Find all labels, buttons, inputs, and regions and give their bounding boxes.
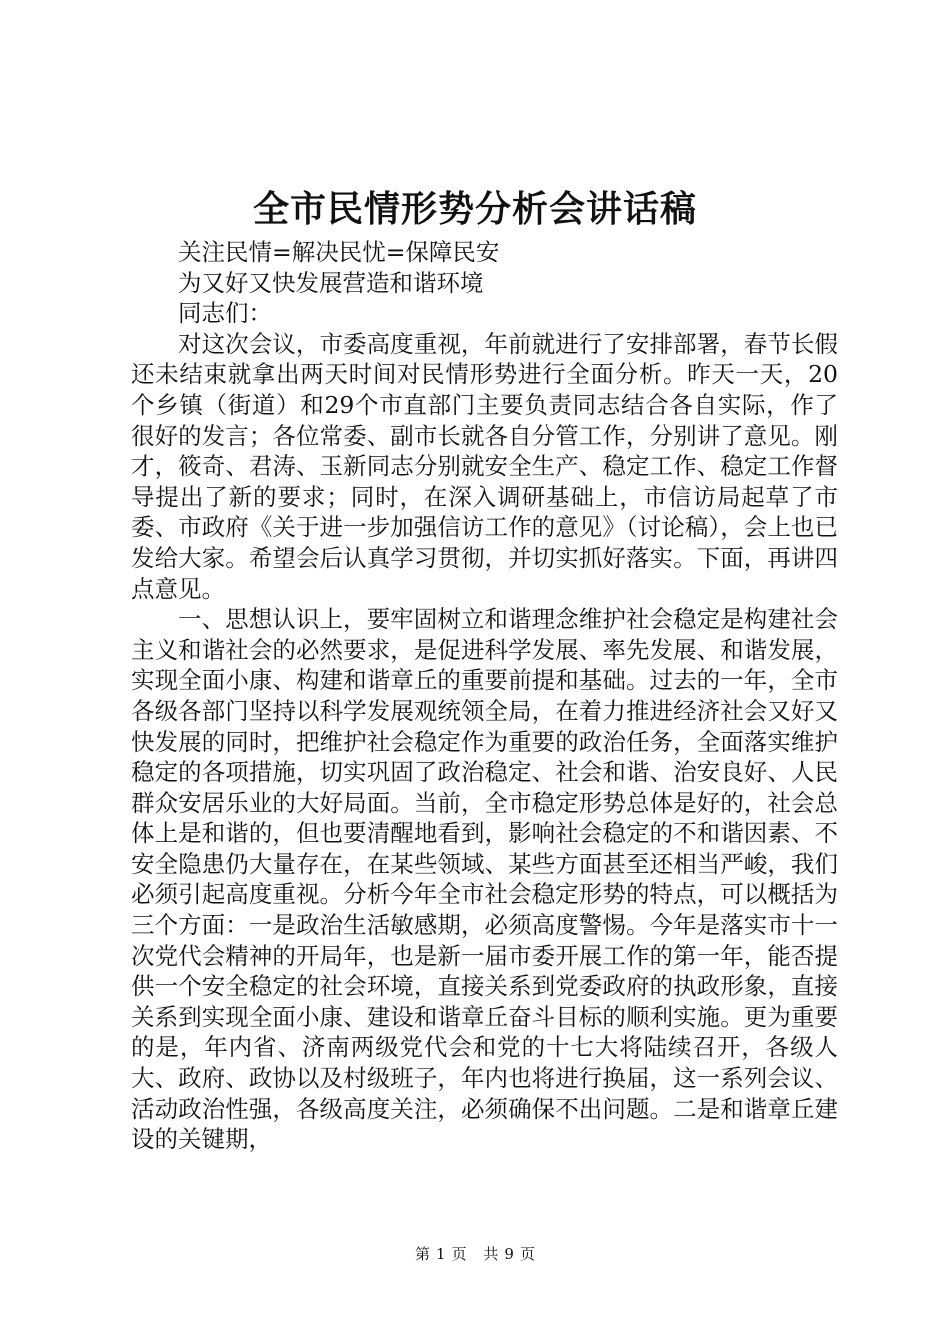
total-label-prefix: 共 [483,1245,499,1263]
subtitle-line-1: 关注民情=解决民忧=保障民安 [178,238,500,266]
page-label-suffix: 页 [451,1245,467,1263]
page-footer [0,1244,950,1264]
salutation: 同志们： [178,299,272,328]
document-title: 全市民情形势分析会讲话稿 [252,188,697,230]
paragraph-intro: 对这次会议，市委高度重视，年前就进行了安排部署，春节长假还未结束就拿出两天时间对民情形势进行全面分析。昨天一天，20个乡镇（街道）和29个市直部门主要负责同志结合各自实际，作了很好的发言；各位常委、副市长就各自分管工作，分别讲了意见。刚才，筱奇、君涛、玉新同志分别就安全生产、稳定工作、稳定工作督导提出了新的要求；同时，在深入调研基础上，市信访局起草了市委、市政府《关于进一步加强信访工作的意见》（讨论稿），会上也已发给大家。希望会后认真学习贯彻，并切实抓好落实。下面，再讲四点意见。 [131,329,838,603]
total-label-suffix: 页 [519,1245,535,1263]
page-label-prefix: 第 [415,1245,431,1263]
page-total [480,1245,538,1263]
subtitle-line-2: 为又好又快发展营造和谐环境 [178,268,484,297]
document-body [131,237,838,1155]
total-pages: 9 [504,1245,514,1263]
current-page: 1 [436,1245,446,1263]
page-number [412,1245,470,1263]
paragraph-section-1: 一、思想认识上，要牢固树立和谐理念维护社会稳定是构建社会主义和谐社会的必然要求，是促进科学发展、率先发展、和谐发展，实现全面小康、构建和谐章丘的重要前提和基础。过去的一年，全市各级各部门坚持以科学发展观统领全局，在着力推进经济社会又好又快发展的同时，把维护社会稳定作为重要的政治任务，全面落实维护稳定的各项措施，切实巩固了政治稳定、社会和谐、治安良好、人民群众安居乐业的大好局面。当前，全市稳定形势总体是好的，社会总体上是和谐的，但也要清醒地看到，影响社会稳定的不和谐因素、不安全隐患仍大量存在，在某些领域、某些方面甚至还相当严峻，我们必须引起高度重视。分析今年全市社会稳定形势的特点，可以概括为三个方面：一是政治生活敏感期，必须高度警惕。今年是落实市十一次党代会精神的开局年，也是新一届市委开展工作的第一年，能否提供一个安全稳定的社会环境，直接关系到党委政府的执政形象，直接关系到实现全面小康、建设和谐章丘奋斗目标的顺利实施。更为重要的是，年内省、济南两级党代会和党的十七大将陆续召开，各级人大、政府、政协以及村级班子，年内也将进行换届，这一系列会议、活动政治性强，各级高度关注，必须确保不出问题。二是和谐章丘建设的关键期， [131,605,838,1154]
